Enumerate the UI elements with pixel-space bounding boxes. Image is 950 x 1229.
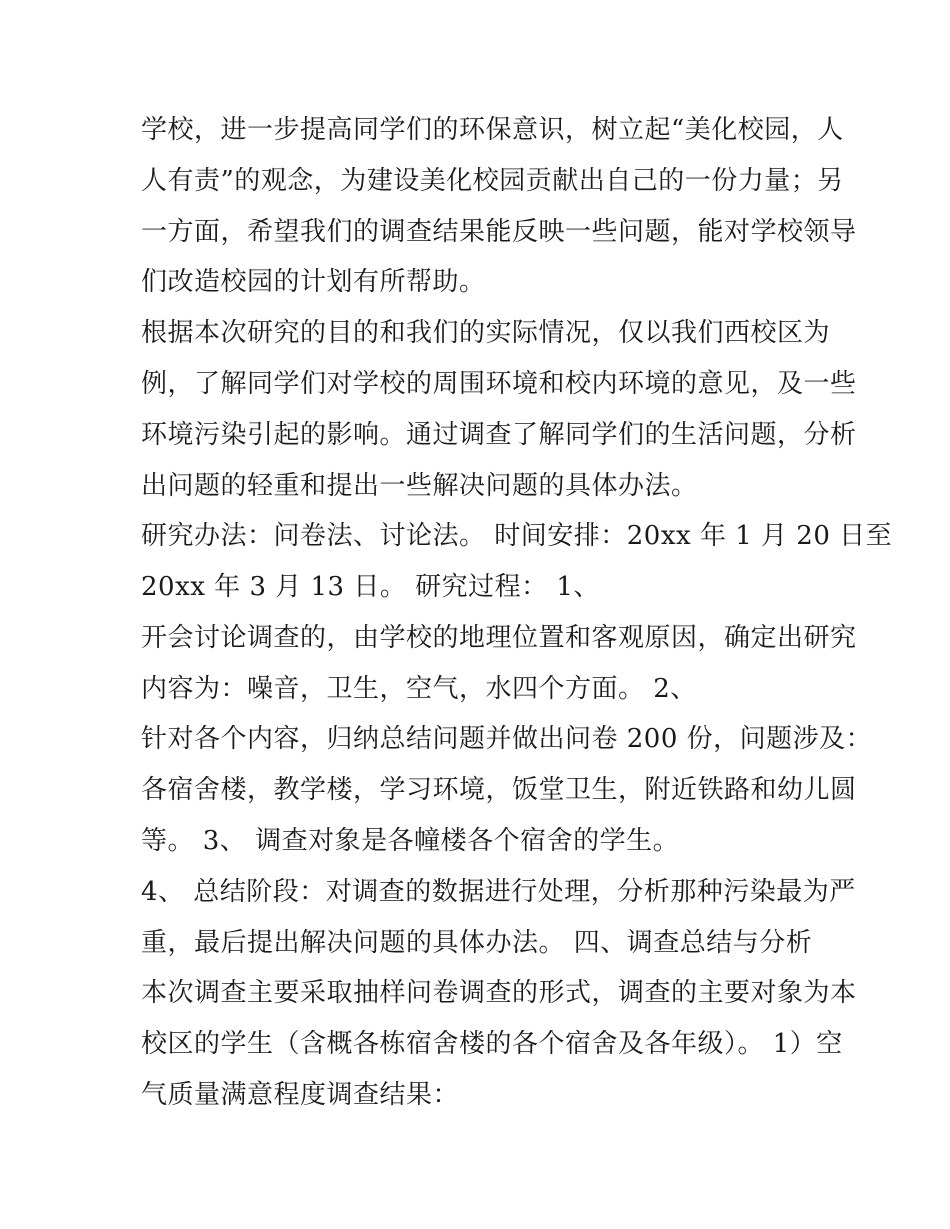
text-line: 人有责”的观念，为建设美化校园贡献出自己的一份力量；另 — [141, 166, 844, 196]
text-line: 开会讨论调查的，由学校的地理位置和客观原因，确定出研究 — [141, 623, 857, 653]
text-line: 重，最后提出解决问题的具体办法。 四、调查总结与分析 — [141, 928, 813, 958]
text-line: 学校，进一步提高同学们的环保意识，树立起“美化校园，人 — [141, 115, 844, 145]
text-line: 各宿舍楼，教学楼，学习环境，饭堂卫生，附近铁路和幼儿圆 — [141, 775, 857, 805]
text-line: 4、 总结阶段：对调查的数据进行处理，分析那种污染最为严 — [141, 877, 856, 907]
text-line: 等。 3、 调查对象是各幢楼各个宿舍的学生。 — [141, 826, 680, 856]
text-line: 针对各个内容，归纳总结问题并做出问卷 200 份，问题涉及： — [141, 724, 873, 754]
text-line: 们改造校园的计划有所帮助。 — [141, 267, 486, 297]
text-line: 出问题的轻重和提出一些解决问题的具体办法。 — [141, 471, 698, 501]
text-line: 一方面，希望我们的调查结果能反映一些问题，能对学校领导 — [141, 217, 857, 247]
text-line: 内容为：噪音，卫生，空气，水四个方面。 2、 — [141, 674, 697, 704]
text-line: 气质量满意程度调查结果： — [141, 1080, 460, 1110]
text-line: 本次调查主要采取抽样问卷调查的形式，调查的主要对象为本 — [141, 978, 857, 1008]
text-line: 根据本次研究的目的和我们的实际情况，仅以我们西校区为 — [141, 318, 831, 348]
text-line: 20xx 年 3 月 13 日。 研究过程： 1、 — [141, 572, 600, 602]
text-line: 例，了解同学们对学校的周围环境和校内环境的意见，及一些 — [141, 369, 857, 399]
text-line: 研究办法：问卷法、讨论法。 时间安排：20xx 年 1 月 20 日至 — [141, 521, 893, 551]
text-line: 环境污染引起的影响。通过调查了解同学们的生活问题，分析 — [141, 420, 857, 450]
text-line: 校区的学生（含概各栋宿舍楼的各个宿舍及各年级）。 1）空 — [141, 1029, 843, 1059]
